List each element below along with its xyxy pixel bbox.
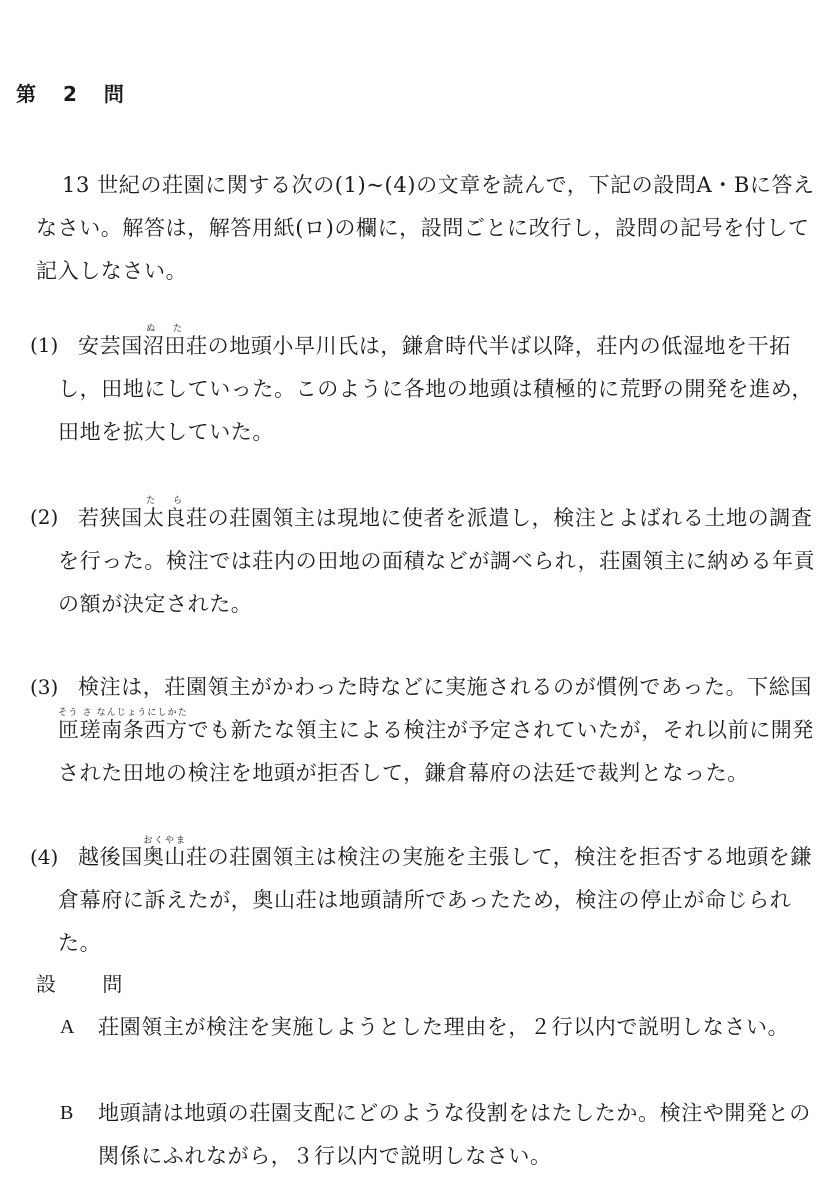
- passage-pre: 若狭国: [78, 506, 143, 530]
- passage-number: (2): [30, 505, 59, 529]
- passage-text: [58, 496, 826, 626]
- ruby-reading: た ら: [142, 496, 187, 506]
- passage-post: 荘の荘園領主は検注の実施を主張して，検注を拒否する地頭を鎌倉幕府に訴えたが，奥山荘は地頭請所であったため，検注の停止が命じられた。: [58, 845, 812, 955]
- passage-pre: 越後国: [78, 845, 143, 869]
- passage-1: [30, 324, 826, 454]
- question-a: [60, 1006, 826, 1049]
- passage-post: 荘の地頭小早川氏は，鎌倉時代半ば以降，荘内の低湿地を干拓し，田地にしていった。このように各地の地頭は積極的に荒野の開発を進め，田地を拡大していた。: [58, 334, 814, 444]
- ruby-reading: そう さ なんじょうにしかた: [58, 708, 188, 718]
- ruby-reading: ぬ た: [142, 324, 187, 334]
- problem-heading: 第 2 問: [16, 82, 134, 106]
- passage-2: [30, 496, 826, 626]
- ruby-base: 太良: [142, 506, 187, 530]
- intro-text: 13 世紀の荘園に関する次の(1)~(4)の文章を読んで，下記の設問A・Bに答えなさい。解答は，解答用紙(ロ)の欄に，設問ごとに改行し，設問の記号を付して記入しなさい。: [36, 173, 815, 283]
- passage-text: [58, 324, 826, 454]
- question-text: [78, 1092, 826, 1178]
- passage-number: (1): [30, 333, 59, 357]
- passage-post: 荘の荘園領主は現地に使者を派遣し，検注とよばれる土地の調査を行った。検注では荘内の田地の面積などが調べられ，荘園領主に納める年貢の額が決定された。: [58, 506, 816, 616]
- passage-3: [30, 666, 826, 795]
- question-label: B: [60, 1102, 74, 1124]
- furigana: [58, 708, 188, 742]
- ruby-base: 匝瑳南条西方: [58, 718, 188, 742]
- passage-text: [58, 666, 826, 795]
- passage-number: (3): [30, 675, 59, 699]
- furigana: [142, 836, 187, 869]
- passage-4: [30, 836, 826, 965]
- furigana: [142, 324, 187, 358]
- passage-text: [58, 836, 826, 965]
- ruby-reading: おくやま: [142, 836, 187, 846]
- question-body: 地頭請は地頭の荘園支配にどのような役割をはたしたか。検注や開発との関係にふれながら，３行以内で説明しなさい。: [98, 1101, 811, 1168]
- questions-heading: 設 問: [36, 972, 143, 996]
- passage-number: (4): [30, 845, 59, 869]
- passage-pre: 検注は，荘園領主がかわった時などに実施されるのが慣例であった。下総国: [78, 675, 812, 699]
- furigana: [142, 496, 187, 530]
- question-b: [60, 1092, 826, 1178]
- question-body: 荘園領主が検注を実施しようとした理由を，２行以内で説明しなさい。: [98, 1015, 790, 1039]
- ruby-base: 沼田: [142, 334, 187, 358]
- question-label: A: [60, 1016, 75, 1038]
- passage-pre: 安芸国: [78, 334, 143, 358]
- ruby-base: 奥山: [142, 845, 187, 869]
- question-text: [78, 1006, 826, 1049]
- passage-post: でも新たな領主による検注が予定されていたが，それ以前に開発された田地の検注を地頭が拒否して，鎌倉幕府の法廷で裁判となった。: [58, 718, 815, 785]
